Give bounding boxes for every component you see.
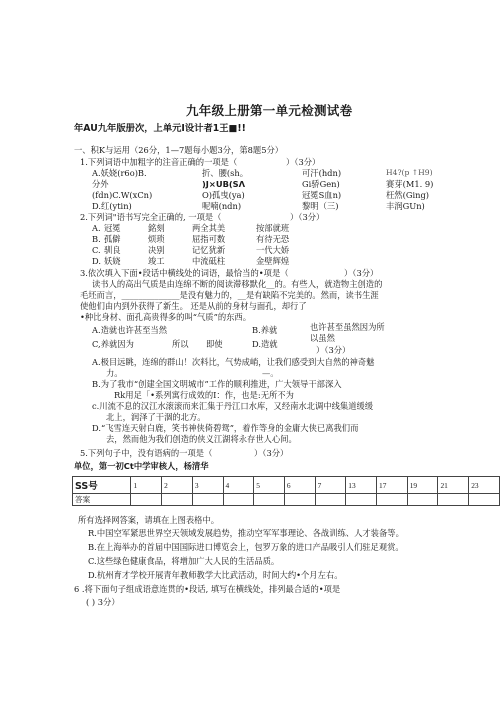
q2-option-label: D. [92,256,101,266]
question-number: 13 [346,477,377,494]
q5-option: D.杭州育才学校开展青年教师教学大比武活动，时间大约•个月左右。 [88,570,343,580]
q4-option-line: 去，然而他为我们创造的侠义江湖将永存世人心间。 [106,434,297,444]
question-number: 23 [469,477,500,494]
answer-cell[interactable] [131,494,162,506]
answer-cell[interactable] [192,494,223,506]
q2-option-label: B. [92,234,101,244]
q1-option: 丰润GUn) [386,201,425,211]
q2-option-label: C. [92,245,101,255]
q2-word: 两全其美 [192,223,226,233]
table-instruction: 所有选择网答案，请填在上图表格中。 [78,515,220,525]
q4-option-line: D.“飞雪连天射白鹿，笑书神侠倚碧鸳”，着作等身的金庸大侠已离我们而 [92,423,359,433]
q2-stem: 2.下列词"语书写完全正确的, 一项是（ [80,212,222,222]
q5-option: R.中国空军紧思世界空天领域发展趋势，推动空军军事理论、各战训练、人才装备等。 [88,528,404,538]
q2-word: 孤僻 [104,234,121,244]
q4-option-line: A.极目远眺，连绵的群山！次料比，气势成峭，让我们感受到大自然的神奇魅 [92,357,375,367]
q3-score-2: ）（3分） [316,345,351,355]
q2-word: 金壁辉煌 [256,256,290,266]
q5-score: ）（3分） [254,448,289,458]
q4-option-line: Rk用足「•系列寓行成效的I：作，也是:无所不为 [114,390,294,400]
answer-cell[interactable] [284,494,315,506]
q1-option: 可汗(hdn) [302,168,342,178]
q5-option: B.在上海举办的首届中国国际进口博览会上，包罗万象的进口产品吸引人们驻足观赏。 [88,542,404,552]
q2-word: 烦琐 [148,234,165,244]
q1-option: Gi骄Gen) [302,179,340,189]
q2-option-label: A. [92,223,101,233]
q3-option-b: B.养就 [252,325,278,335]
q1-option: )J×UB(SΛ [202,179,246,189]
question-number: 21 [438,477,469,494]
q4-option-line: 北上，润泽了干涸的北方。 [106,412,206,422]
q3-passage-line: 使他们由内到外获得了新生。 还是从前的身材与面孔，却行了 [80,301,307,311]
q1-option: 呢喃(ndn) [202,201,242,211]
q1-option: 黎明（三) [302,201,339,211]
q3-option-d: D.造就 [252,339,278,349]
q2-word: 决别 [148,245,165,255]
q2-word: 銘刻 [148,223,165,233]
table-row [73,494,500,506]
q1-stem: 1.下列词语中加粗字的注音正确的一项是（ [80,157,238,167]
q1-option: O)孤曳(ya) [202,190,245,200]
q4-mark: —。 [262,368,279,378]
q3-score: ）（3分） [344,268,379,278]
answer-cell[interactable] [438,494,469,506]
question-number: 5 [254,477,285,494]
q5-stem: 5.下列句子中，没有语病的一项是（ [80,448,213,458]
q1-option: 分外 [92,179,109,189]
q2-word: 一代大娇 [256,245,290,255]
q4-option-line: c.川流不息的汉江水滚滚而来汇集于丹江口水库，又经南水北调中线集道缓缓 [92,401,374,411]
q3-option-b-text: 也许甚至虽然因为所 [310,322,385,332]
page-title: 九年级上册第一单元检测试卷 [186,103,353,118]
q2-score: ）（3分） [290,212,325,222]
q4-option-line: 力。 [106,368,123,378]
q2-word: 有待无恐 [256,234,290,244]
answer-cell[interactable] [469,494,500,506]
q3-passage-line: 读书人的高出气质是由连绵不断的阅读滞移默化__的。有些人，就造物主创造的 [92,279,383,289]
question-number: 2 [162,477,193,494]
question-number: 1 [131,477,162,494]
answer-cell[interactable] [377,494,408,506]
q1-option: 赛芽(M1. 9) [386,179,434,189]
question-number: 6 [284,477,315,494]
q2-word: 妖娆 [104,256,121,266]
q2-word: 屈指可数 [192,234,226,244]
q1-option: (fdn)C.W(xCn) [92,190,153,200]
q1-option: 折、腰(sh。 [202,168,249,178]
q6-stem: 6 .将下面句子组成语意连贯的•段话, 填写在横线处，排列最合适的•项是 [74,584,341,594]
answer-cell[interactable] [315,494,346,506]
q3-option-c-text: 所以 [172,339,189,349]
q3-option-b-text: 以虽然 [310,333,335,343]
question-number: 7 [315,477,346,494]
q3-option-c: C,养就因为 [92,339,134,349]
q1-score: ）（3分） [286,157,321,167]
answer-cell[interactable] [407,494,438,506]
table-header: SS号 [73,477,131,494]
q2-word: 冠冕 [104,223,121,233]
q3-passage-line: •种比身材、面孔高贵得多的叫“气质”的东西。 [80,312,252,322]
q4-option-line: B.为了我市“创建全国文明城市”工作的顺利推进，广大领导干部深入 [92,379,342,389]
q6-score: ( ) 3分） [86,597,120,607]
q2-word: 竣工 [148,256,165,266]
unit-line: 单位，第一初Ct中学审核人，杨清华 [74,461,209,471]
q1-option: D.红(ytin) [92,201,132,211]
q1-option: A.妖娆(r6o)B. [92,168,147,178]
q1-option: 冠冕S血n) [302,190,342,200]
question-number: 4 [223,477,254,494]
table-row [73,477,500,494]
q3-stem: 3.依次填入下面•段话中横线处的词语，最恰当的•项是（ [80,268,289,278]
answer-cell[interactable] [223,494,254,506]
question-number: 17 [377,477,408,494]
question-number: 19 [407,477,438,494]
q3-option-c-text: 即使 [206,339,223,349]
answer-row-label: 答案 [73,494,131,506]
answer-cell[interactable] [346,494,377,506]
page-subtitle: 年AU九年版册次，上单元Ⅰ设计者1王■!! [74,123,246,134]
q2-word: 中流砥柱 [192,256,226,266]
answer-cell[interactable] [254,494,285,506]
q3-passage-line: 毛坯而言，______________是没有魅力的，__是有缺陷不完美的。然而，读书生涯 [80,290,379,300]
q2-word: 记忆犹新 [192,245,226,255]
q3-option-a: A.造就也许甚至当然 [92,325,168,335]
answer-cell[interactable] [162,494,193,506]
section-heading: 一、积K与运用（26分，1—7题每小题3分，第8题5分） [74,145,284,155]
q2-word: 驯良 [104,245,121,255]
q1-option: 枉然(Ging) [386,190,430,200]
question-number: 3 [192,477,223,494]
q1-option: H4?(p ↑H9) [386,168,433,177]
q5-option: C.这些绿色健康食品，将增加广大人民的生活品质。 [88,556,280,566]
answer-table [72,476,500,506]
q2-word: 按部就班 [256,223,290,233]
